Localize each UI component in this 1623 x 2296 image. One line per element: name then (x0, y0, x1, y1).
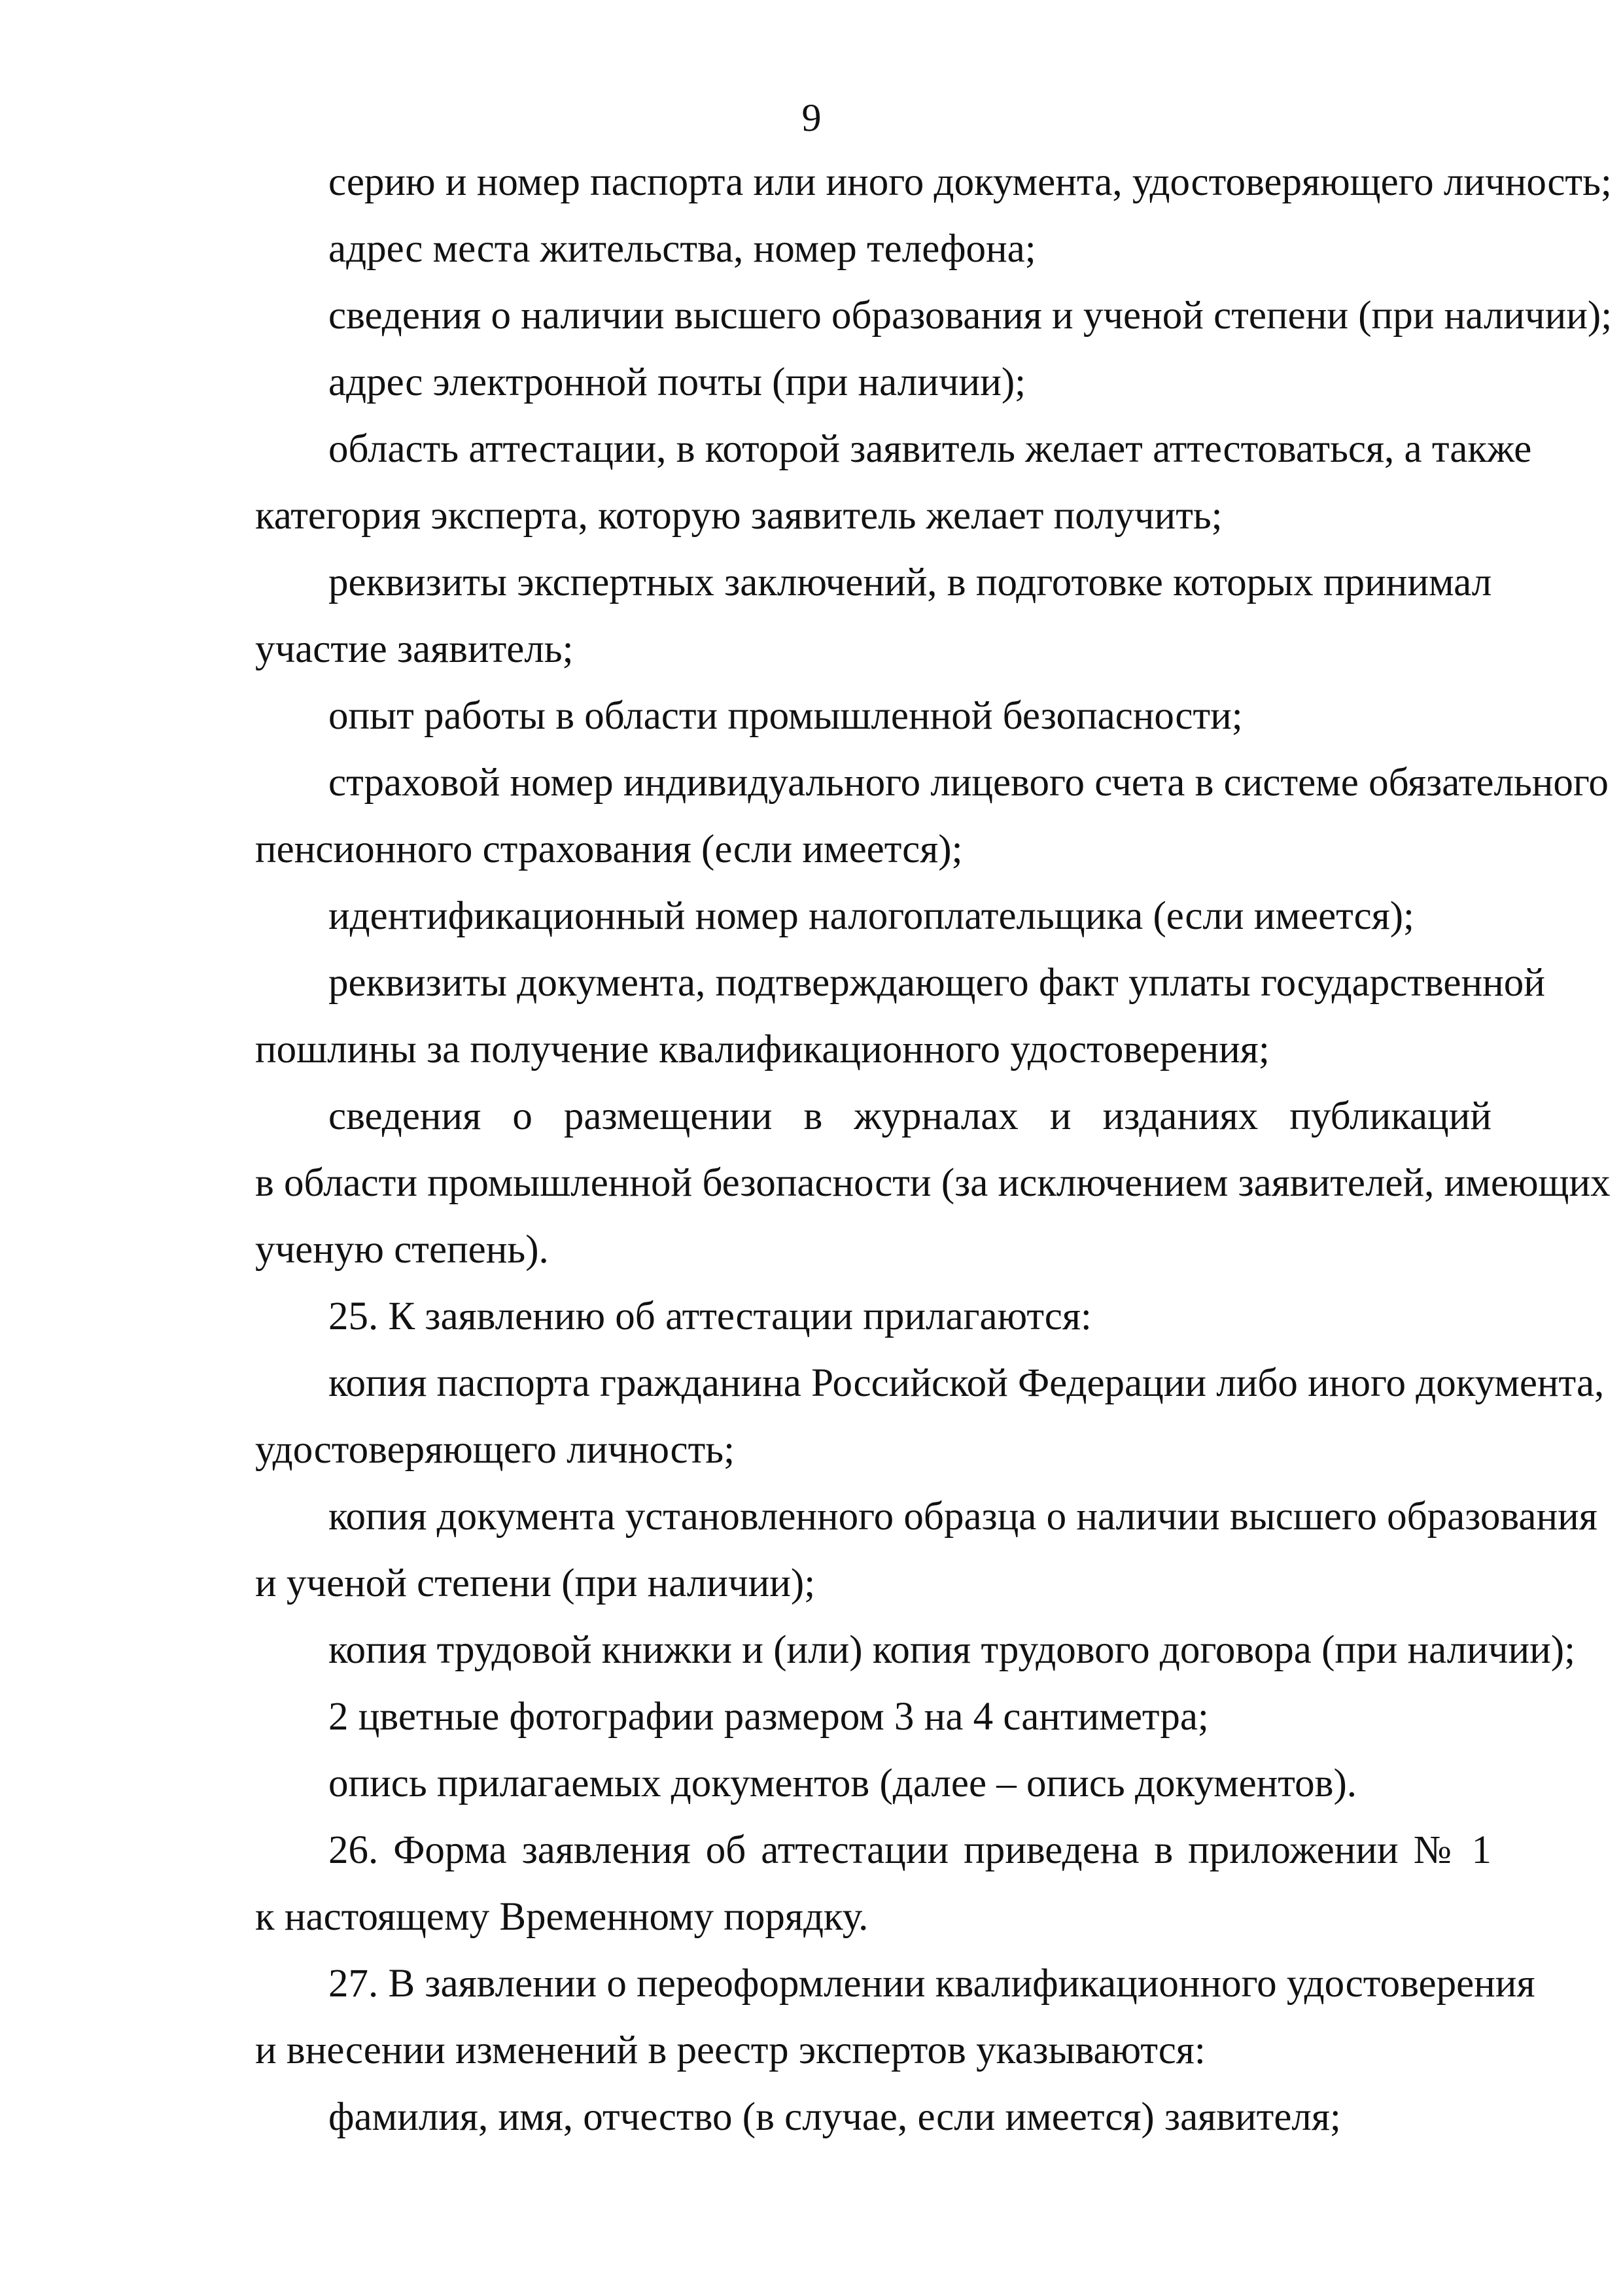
text-line: ученую степень). (255, 1228, 549, 1272)
paragraph (182, 1750, 1492, 1817)
paragraph (182, 349, 1492, 416)
text-line: реквизиты экспертных заключений, в подготовке которых принимал (328, 561, 1492, 604)
paragraph (182, 1350, 1605, 1484)
paragraph (182, 1684, 1492, 1750)
paragraph (182, 1817, 1492, 1951)
document-body (182, 149, 1613, 2151)
text-line: удостоверяющего личность; (255, 1428, 735, 1472)
paragraph (182, 683, 1492, 750)
text-line: страховой номер индивидуального лицевого счета в системе обязательного (328, 761, 1609, 805)
text-line: адрес электронной почты (при наличии); (328, 360, 1026, 404)
page-number: 9 (801, 96, 822, 139)
paragraph (182, 216, 1492, 283)
text-line: участие заявитель; (255, 627, 574, 671)
text-line: копия документа установленного образца о наличии высшего образования (328, 1495, 1597, 1539)
text-line: опыт работы в области промышленной безопасности; (328, 694, 1243, 738)
text-line: категория эксперта, которую заявитель желает получить; (255, 494, 1223, 538)
text-line: копия паспорта гражданина Российской Федерации либо иного документа, (328, 1361, 1605, 1405)
paragraph (182, 2084, 1492, 2151)
paragraph (182, 283, 1613, 349)
text-line: серию и номер паспорта или иного документа, удостоверяющего личность; (328, 160, 1612, 204)
paragraph (182, 883, 1492, 950)
paragraph (182, 1484, 1597, 1617)
text-line: 27. В заявлении о переоформлении квалификационного удостоверения (328, 1962, 1535, 2006)
paragraph (182, 416, 1532, 549)
paragraph (182, 149, 1612, 216)
paragraph (182, 1951, 1535, 2084)
text-line: реквизиты документа, подтверждающего факт уплаты государственной (328, 961, 1545, 1005)
text-line: и внесении изменений в реестр экспертов указываются: (255, 2028, 1206, 2072)
paragraph (182, 1283, 1492, 1350)
text-line: область аттестации, в которой заявитель желает аттестоваться, а также (328, 427, 1532, 471)
text-line: фамилия, имя, отчество (в случае, если имеется) заявителя; (328, 2095, 1341, 2139)
text-line: пошлины за получение квалификационного удостоверения; (255, 1028, 1270, 1071)
text-line: к настоящему Временному порядку. (255, 1895, 869, 1939)
paragraph (182, 1083, 1611, 1283)
text-line: 2 цветные фотографии размером 3 на 4 сантиметра; (328, 1695, 1209, 1739)
text-line: и ученой степени (при наличии); (255, 1561, 816, 1605)
text-line: в области промышленной безопасности (за исключением заявителей, имеющих (255, 1161, 1611, 1205)
text-line: 26. Форма заявления об аттестации приведена в приложении № 1 (328, 1828, 1492, 1872)
text-line: опись прилагаемых документов (далее – опись документов). (328, 1762, 1357, 1805)
text-line: адрес места жительства, номер телефона; (328, 227, 1036, 271)
text-line: пенсионного страхования (если имеется); (255, 827, 963, 871)
text-line: сведения о наличии высшего образования и ученой степени (при наличии); (328, 294, 1613, 338)
text-line: сведения о размещении в журналах и изданиях публикаций (328, 1094, 1492, 1138)
text-line: 25. К заявлению об аттестации прилагаются: (328, 1295, 1092, 1338)
paragraph (182, 549, 1492, 683)
paragraph (182, 750, 1609, 883)
text-line: копия трудовой книжки и (или) копия трудового договора (при наличии); (328, 1628, 1576, 1672)
text-line: идентификационный номер налогоплательщика (если имеется); (328, 894, 1414, 938)
paragraph (182, 950, 1545, 1083)
paragraph (182, 1617, 1576, 1684)
